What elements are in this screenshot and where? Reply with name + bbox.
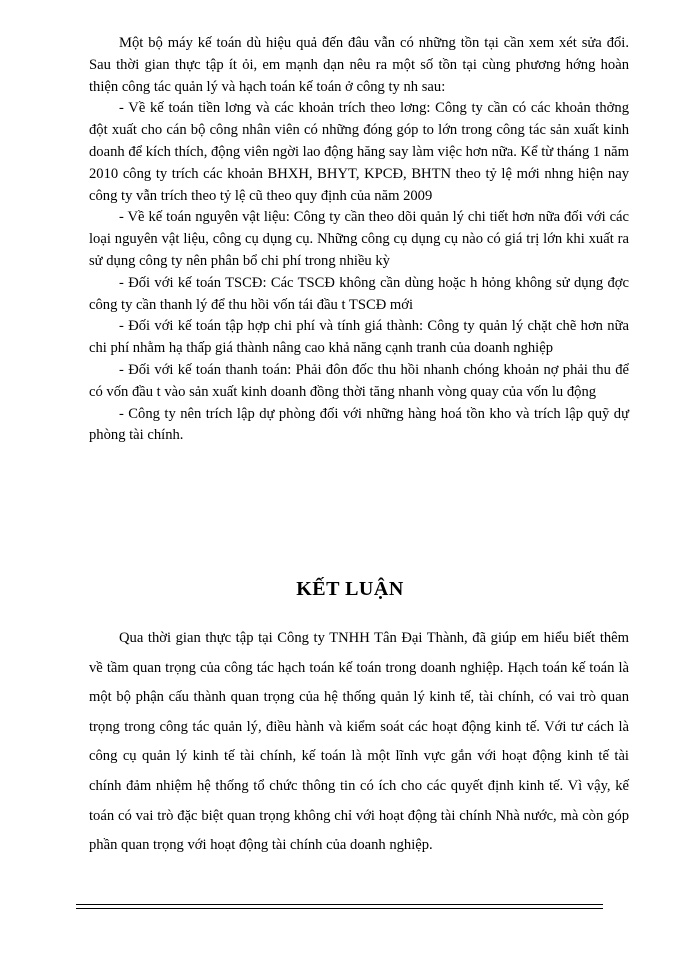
materials-paragraph: - Về kế toán nguyên vật liệu: Công ty cần theo dõi quản lý chi tiết hơn nữa đối với các loại nguyên vật liệu, công cụ dụng cụ. Những công cụ dụng cụ nào có giá trị lớn khi xuất ra sử dụng công ty nên phân bổ chi phí trong nhiều kỳ [89,209,629,269]
provision-paragraph: - Công ty nên trích lập dự phòng đối với những hàng hoá tồn kho và trích lập quỹ dự phòng tài chính. [89,405,629,444]
recommendations-section [89,33,629,447]
intro-paragraph: Một bộ máy kế toán dù hiệu quả đến đâu vẫn có những tồn tại cần xem xét sửa đổi. Sau thời gian thực tập ít ỏi, em mạnh dạn nêu ra một số tồn tại cùng phương hớng hoàn thiện công tác quản lý và hạch toán kế toán ở công ty nh sau: [89,35,629,95]
salary-paragraph: - Về kế toán tiền lơng và các khoản trích theo lơng: Công ty cần có các khoản thởng đột xuất cho cán bộ công nhân viên có những đóng góp to lớn trong công tác sản xuất kinh doanh để kích thích, động viên ngời lao động hăng say làm việc hơn nữa. Kể từ tháng 1 năm 2010 công ty trích các khoản BHXH, BHYT, KPCĐ, BHTN theo tỷ lệ mới nhng hiện nay công ty vẫn trích theo tỷ lệ cũ theo quy định của năm 2009 [89,100,629,204]
cost-paragraph: - Đối với kế toán tập hợp chi phí và tính giá thành: Công ty quản lý chặt chẽ hơn nữa chi phí nhằm hạ thấp giá thành nâng cao khả năng cạnh tranh của doanh nghiệp [89,318,629,357]
footer-rule-top [76,904,603,905]
conclusion-section [89,624,629,861]
footer-rule-bottom [76,908,603,909]
section-title: KẾT LUẬN [296,578,404,600]
fixed-assets-paragraph: - Đối với kế toán TSCĐ: Các TSCĐ không cần dùng hoặc h hỏng không sử dụng đợc công ty cần thanh lý để thu hồi vốn tái đầu t TSCĐ mới [89,274,629,313]
payment-paragraph: - Đối với kế toán thanh toán: Phải đôn đốc thu hồi nhanh chóng khoản nợ phải thu để có vốn đầu t vào sản xuất kinh doanh đồng thời tăng nhanh vòng quay của vốn lu động [89,361,629,400]
conclusion-paragraph: Qua thời gian thực tập tại Công ty TNHH Tân Đại Thành, đã giúp em hiểu biết thêm về tầm quan trọng của công tác hạch toán kế toán trong doanh nghiệp. Hạch toán kế toán là một bộ phận cấu thành quan trọng của hệ thống quản lý kinh tế, tài chính, có vai trò quan trọng trong công tác quản lý, điều hành và kiểm soát các hoạt động kinh tế. Với tư cách là công cụ quản lý kinh tế tài chính, kế toán là một lĩnh vực gắn với hoạt động kinh tế tài chính đảm nhiệm hệ thống tổ chức thông tin có ích cho các quyết định kinh tế. Vì vậy, kế toán có vai trò đặc biệt quan trọng không chỉ với hoạt động tài chính Nhà nước, mà còn góp phần quan trọng với hoạt động tài chính của doanh nghiệp. [89,630,629,854]
